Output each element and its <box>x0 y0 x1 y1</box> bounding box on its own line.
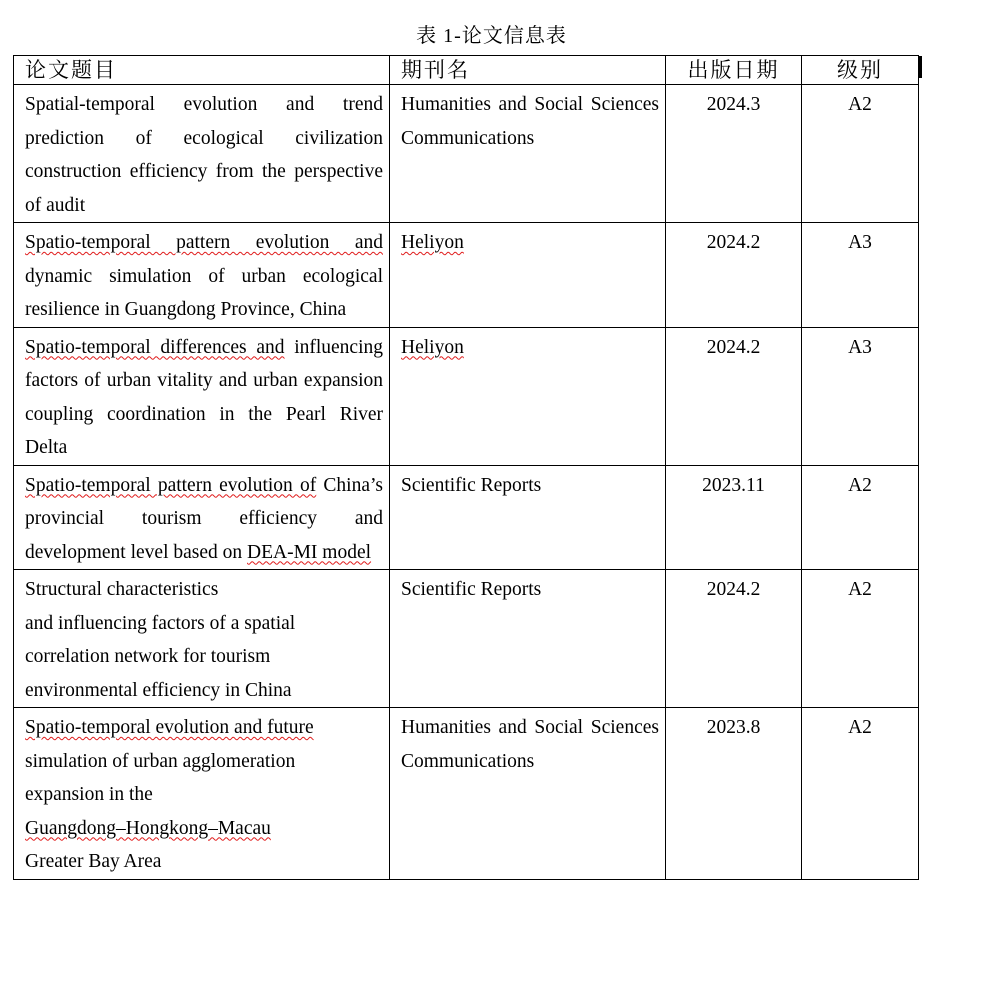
title-line: and influencing factors of a spatial <box>25 612 296 634</box>
paper-title-cell <box>14 465 390 570</box>
level-cell: A2 <box>802 570 919 708</box>
title-line: Spatial-temporal evolution and trend <box>25 94 383 115</box>
paper-title-cell <box>14 223 390 328</box>
table-row <box>14 85 919 223</box>
journal-cell <box>390 570 666 708</box>
date-cell: 2024.2 <box>666 570 802 708</box>
title-line: prediction of ecological civilization <box>25 127 383 149</box>
date-cell: 2024.3 <box>666 85 802 223</box>
title-line: correlation network for tourism <box>25 646 271 667</box>
journal-cell <box>390 327 666 465</box>
header-date: 出版日期 <box>666 56 802 85</box>
title-line: Structural characteristics <box>25 579 219 600</box>
level-cell: A2 <box>802 85 919 223</box>
title-line: Greater Bay Area <box>25 851 162 872</box>
title-line: dynamic simulation of urban <box>25 265 286 287</box>
journal-line: Sciences Communications <box>401 717 659 772</box>
date-cell: 2023.8 <box>666 708 802 880</box>
title-line-flagged: Spatio-temporal evolution and future <box>25 717 314 738</box>
journal-line: Humanities and Social <box>401 94 584 115</box>
journal-line: Scientific Reports <box>401 579 542 600</box>
header-title: 论文题目 <box>14 56 390 85</box>
level-cell: A3 <box>802 223 919 328</box>
title-line: ecological resilience in Guangdong <box>25 265 383 320</box>
title-line-flagged: Spatio-temporal differences and <box>25 336 285 358</box>
table-row <box>14 327 919 465</box>
paper-title-cell <box>14 85 390 223</box>
title-line-flagged: Spatio-temporal pattern evolution and <box>25 232 383 253</box>
journal-line: Sciences Communications <box>401 94 659 149</box>
title-line-flagged: DEA-MI model <box>247 541 372 563</box>
header-level: 级别 <box>802 56 919 85</box>
table-header-row <box>14 56 919 85</box>
table-row <box>14 465 919 570</box>
title-line: and development level based on <box>25 508 384 563</box>
date-cell: 2023.11 <box>666 465 802 570</box>
title-line: expansion in the <box>25 784 153 805</box>
paper-title-cell <box>14 327 390 465</box>
title-line: Province, China <box>220 299 347 320</box>
paper-info-table <box>13 55 919 880</box>
title-line: environmental efficiency in China <box>25 679 292 701</box>
title-line: River Delta <box>25 403 384 458</box>
paper-title-cell <box>14 708 390 880</box>
title-line: vitality and urban expansion coupling <box>25 370 383 425</box>
title-line: perspective of audit <box>25 161 383 216</box>
title-line-flagged: Guangdong–Hongkong–Macau <box>25 817 271 839</box>
title-line: construction efficiency from the <box>25 161 286 182</box>
journal-cell <box>390 708 666 880</box>
title-line: influencing factors of urban <box>25 336 384 391</box>
date-cell: 2024.2 <box>666 327 802 465</box>
table-row <box>14 570 919 708</box>
level-cell: A2 <box>802 465 919 570</box>
table-row <box>14 708 919 880</box>
paper-title-cell <box>14 570 390 708</box>
header-journal: 期刊名 <box>390 56 666 85</box>
title-line: simulation of urban agglomeration <box>25 750 296 772</box>
title-line: China’s provincial tourism efficiency <box>25 474 383 529</box>
journal-line-flagged: Heliyon <box>401 336 464 358</box>
journal-line-flagged: Heliyon <box>401 232 464 253</box>
title-line-flagged: Spatio-temporal pattern evolution of <box>25 474 317 496</box>
date-cell: 2024.2 <box>666 223 802 328</box>
journal-cell <box>390 85 666 223</box>
journal-line: Humanities and Social <box>401 717 584 738</box>
table-row <box>14 223 919 328</box>
journal-cell <box>390 223 666 328</box>
journal-line: Scientific Reports <box>401 474 542 496</box>
journal-cell <box>390 465 666 570</box>
title-line: coordination in the Pearl <box>107 403 326 425</box>
level-cell: A3 <box>802 327 919 465</box>
level-cell: A2 <box>802 708 919 880</box>
table-caption: 表 1-论文信息表 <box>416 25 567 47</box>
text-cursor-mark <box>919 56 922 78</box>
